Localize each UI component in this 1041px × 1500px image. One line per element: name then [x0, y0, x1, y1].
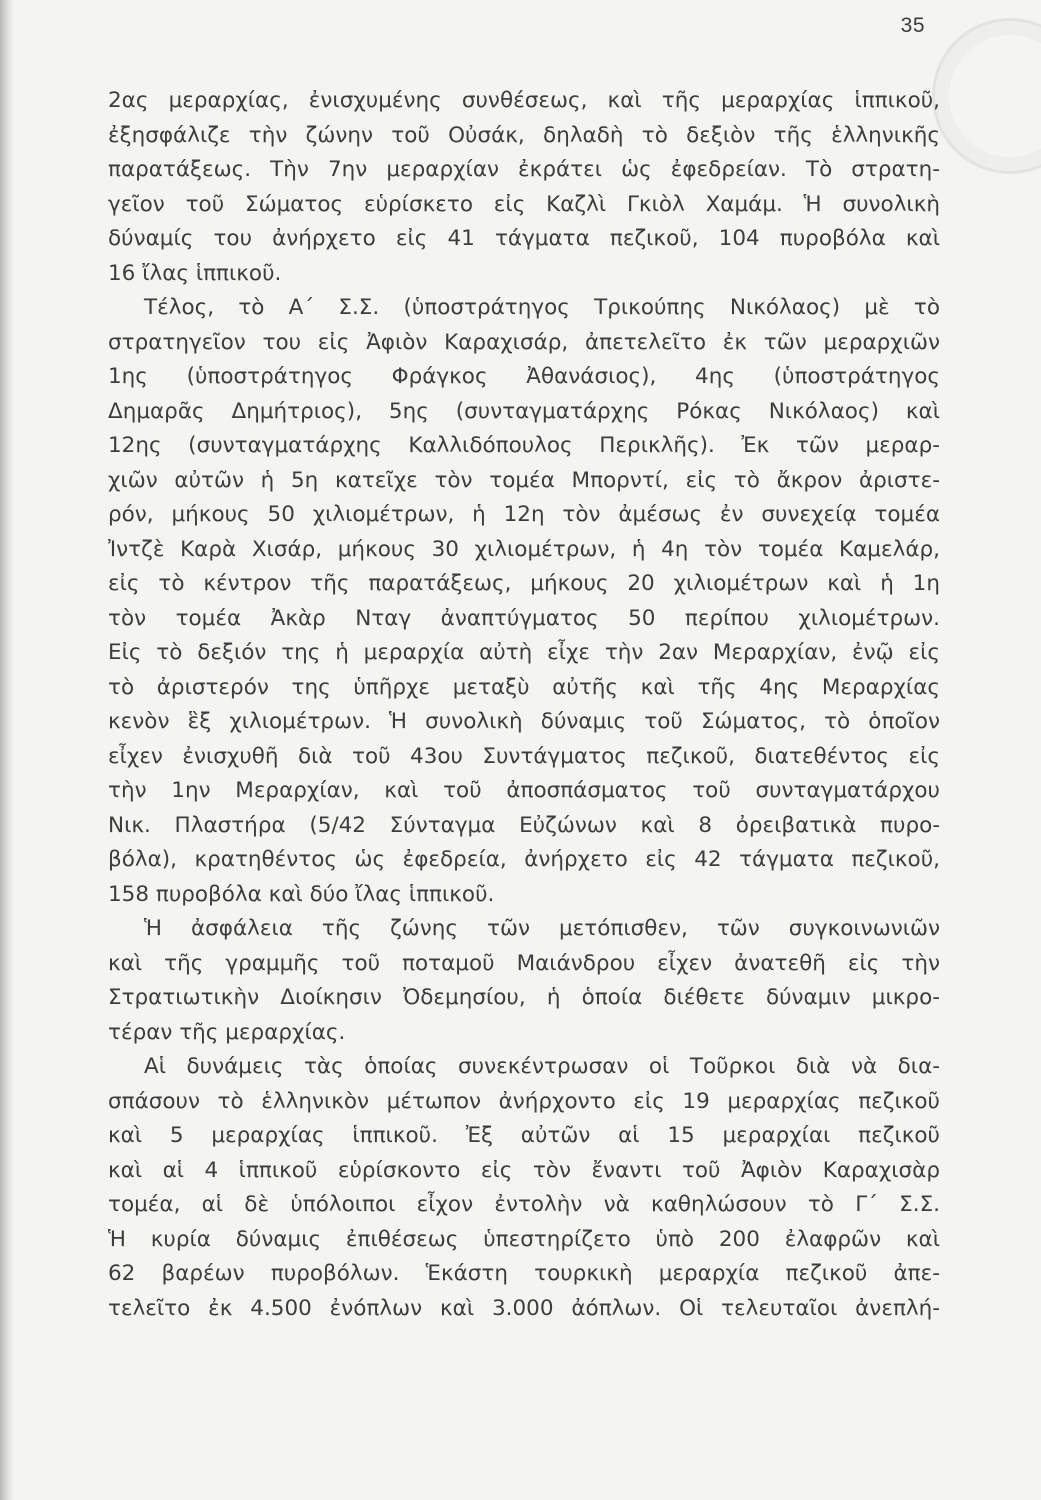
text-line: Ἡ κυρία δύναμις ἐπιθέσεως ὑπεστηρίζετο ὑπὸ 200 ἐλαφρῶν καὶ	[108, 1226, 940, 1252]
page-number: 35	[900, 14, 925, 37]
text-line: Στρατιωτικὴν Διοίκησιν Ὀδεμησίου, ἡ ὁποία διέθετε δύναμιν μικρο-	[108, 985, 940, 1010]
text-line: 1ης (ὑποστράτηγος Φράγκος Ἀθανάσιος), 4ης (ὑποστράτηγος	[108, 364, 940, 389]
text-line: σπάσουν τὸ ἑλληνικὸν μέτωπον ἀνήρχοντο εἰς 19 μεραρχίας πεζικοῦ	[108, 1088, 940, 1114]
binding-shadow	[0, 0, 14, 1500]
text-line: Τέλος, τὸ Α΄ Σ.Σ. (ὑποστράτηγος Τρικούπης Νικόλαος) μὲ τὸ	[144, 295, 940, 320]
text-line: τομέα, αἱ δὲ ὑπόλοιποι εἶχον ἐντολὴν νὰ καθηλώσουν τὸ Γ΄ Σ.Σ.	[108, 1192, 940, 1217]
text-line: τελεῖτο ἐκ 4.500 ἐνόπλων καὶ 3.000 ἀόπλων. Οἱ τελευταῖοι ἀνεπλή-	[108, 1295, 940, 1321]
body-text	[108, 84, 940, 1326]
paragraph	[108, 912, 940, 1050]
text-line: Ἰντζὲ Καρὰ Χισάρ, μήκους 30 χιλιομέτρων, ἡ 4η τὸν τομέα Καμελάρ,	[108, 536, 940, 562]
text-line: παρατάξεως. Τὴν 7ην μεραρχίαν ἐκράτει ὡς ἐφεδρείαν. Τὸ στρατη-	[108, 157, 940, 182]
text-line: βόλα), κρατηθέντος ὡς ἐφεδρεία, ἀνήρχετο εἰς 42 τάγματα πεζικοῦ,	[108, 847, 940, 872]
library-stamp	[932, 18, 1041, 174]
text-line: Αἱ δυνάμεις τὰς ὁποίας συνεκέντρωσαν οἱ Τοῦρκοι διὰ νὰ δια-	[144, 1054, 940, 1079]
text-line: εἰς τὸ κέντρον τῆς παρατάξεως, μήκους 20 χιλιομέτρων καὶ ἡ 1η	[108, 571, 940, 596]
text-line: Δημαρᾶς Δημήτριος), 5ης (συνταγματάρχης Ρόκας Νικόλαος) καὶ	[108, 398, 940, 424]
text-line: εἶχεν ἐνισχυθῆ διὰ τοῦ 43ου Συντάγματος πεζικοῦ, διατεθέντος εἰς	[108, 743, 940, 769]
text-line: ρόν, μήκους 50 χιλιομέτρων, ἡ 12η τὸν ἀμέσως ἐν συνεχείᾳ τομέα	[108, 502, 940, 527]
text-line: γεῖον τοῦ Σώματος εὑρίσκετο εἰς Καζλὶ Γκιὸλ Χαμάμ. Ἡ συνολικὴ	[108, 191, 940, 217]
text-line: Εἰς τὸ δεξιόν της ἡ μεραρχία αὐτὴ εἶχε τὴν 2αν Μεραρχίαν, ἐνῷ εἰς	[108, 640, 940, 665]
text-line: Νικ. Πλαστήρα (5/42 Σύνταγμα Εὐζώνων καὶ 8 ὀρειβατικὰ πυρο-	[108, 812, 940, 838]
text-line: τὴν 1ην Μεραρχίαν, καὶ τοῦ ἀποσπάσματος τοῦ συνταγματάρχου	[108, 778, 940, 803]
text-line: καὶ αἱ 4 ἱππικοῦ εὑρίσκοντο εἰς τὸν ἔναντι τοῦ Ἀφιὸν Καραχισὰρ	[108, 1157, 940, 1183]
text-line: καὶ τῆς γραμμῆς τοῦ ποταμοῦ Μαιάνδρου εἶχεν ἀνατεθῆ εἰς τὴν	[108, 950, 940, 976]
text-line: Ἡ ἀσφάλεια τῆς ζώνης τῶν μετόπισθεν, τῶν συγκοινωνιῶν	[144, 916, 940, 941]
text-line: ἐξησφάλιζε τὴν ζώνην τοῦ Οὐσάκ, δηλαδὴ τὸ δεξιὸν τῆς ἑλληνικῆς	[108, 122, 940, 148]
text-line: 158 πυροβόλα καὶ δύο ἴλας ἱππικοῦ.	[108, 881, 495, 907]
paragraph	[108, 1050, 940, 1326]
paragraph	[108, 291, 940, 912]
text-line: δύναμίς του ἀνήρχετο εἰς 41 τάγματα πεζικοῦ, 104 πυροβόλα καὶ	[108, 226, 940, 251]
text-line: τὸ ἀριστερόν της ὑπῆρχε μεταξὺ αὐτῆς καὶ τῆς 4ης Μεραρχίας	[108, 674, 940, 700]
text-line: 16 ἴλας ἱππικοῦ.	[108, 260, 282, 286]
paragraph	[108, 84, 940, 291]
text-line: 2ας μεραρχίας, ἐνισχυμένης συνθέσεως, καὶ τῆς μεραρχίας ἱππικοῦ,	[108, 88, 940, 113]
text-line: 62 βαρέων πυροβόλων. Ἑκάστη τουρκικὴ μεραρχία πεζικοῦ ἀπε-	[108, 1261, 940, 1286]
text-line: στρατηγεῖον του εἰς Ἀφιὸν Καραχισάρ, ἀπετελεῖτο ἐκ τῶν μεραρχιῶν	[108, 329, 940, 355]
text-line: καὶ 5 μεραρχίας ἱππικοῦ. Ἐξ αὐτῶν αἱ 15 μεραρχίαι πεζικοῦ	[108, 1123, 940, 1148]
text-line: 12ης (συνταγματάρχης Καλλιδόπουλος Περικλῆς). Ἐκ τῶν μεραρ-	[108, 433, 940, 458]
text-line: τέραν τῆς μεραρχίας.	[108, 1019, 346, 1045]
text-line: τὸν τομέα Ἀκὰρ Νταγ ἀναπτύγματος 50 περίπου χιλιομέτρων.	[108, 605, 940, 631]
text-line: χιῶν αὐτῶν ἡ 5η κατεῖχε τὸν τομέα Μπορντί, εἰς τὸ ἄκρον ἀριστε-	[108, 467, 940, 493]
text-line: κενὸν ἓξ χιλιομέτρων. Ἡ συνολικὴ δύναμις τοῦ Σώματος, τὸ ὁποῖον	[108, 709, 940, 734]
